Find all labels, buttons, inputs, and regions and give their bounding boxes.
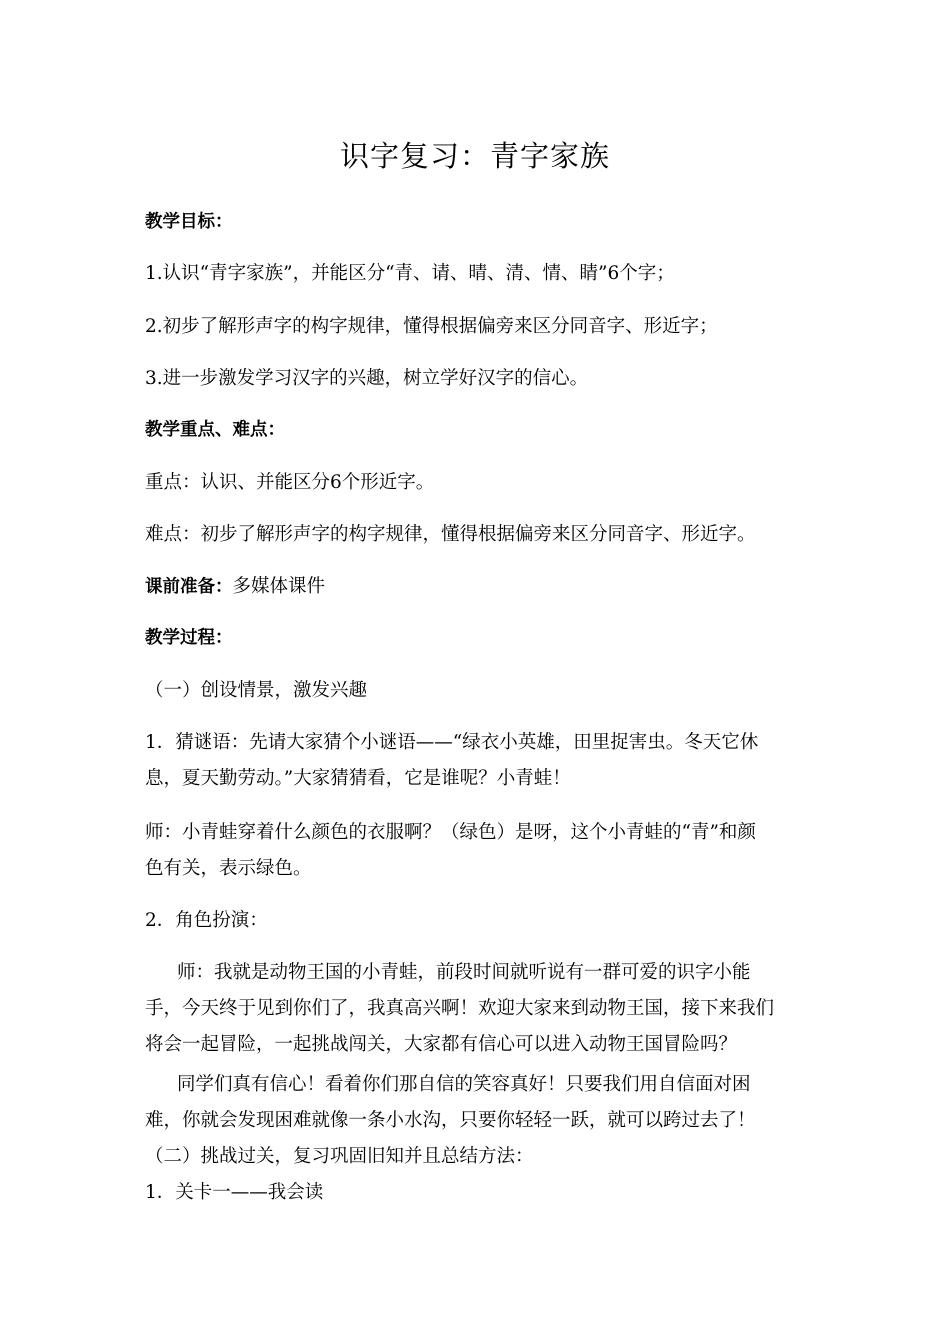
key-points-heading: 教学重点、难点： [145,420,285,440]
section-1-heading: （一）创设情景，激发兴趣 [145,680,368,701]
prep-label: 课前准备： [145,577,233,597]
prep-line [145,572,815,598]
speech-1-line-3: 将会一起冒险，一起挑战闯关，大家都有信心可以进入动物王国冒险吗？ [145,1034,738,1055]
riddle-line-1: 1．猜谜语：先请大家猜个小谜语——“绿衣小英雄，田里捉害虫。冬天它休 [145,732,759,753]
key-point-difficulty: 难点：初步了解形声字的构字规律，懂得根据偏旁来区分同音字、形近字。 [145,524,756,545]
riddle-line-2: 息，夏天勤劳动。”大家猜猜看，它是谁呢？小青蛙！ [145,768,571,789]
section-2-heading: （二）挑战过关，复习巩固旧知并且总结方法： [145,1146,534,1167]
goal-item-2: 2.初步了解形声字的构字规律，懂得根据偏旁来区分同音字、形近字； [145,316,718,337]
teacher-line-1: 师：小青蛙穿着什么颜色的衣服啊？（绿色）是呀，这个小青蛙的“青”和颜 [145,822,756,843]
goal-item-3: 3.进一步激发学习汉字的兴趣，树立学好汉字的信心。 [145,368,589,389]
level-1-heading: 1．关卡一——我会读 [145,1182,324,1203]
teacher-line-2: 色有关，表示绿色。 [145,858,312,879]
process-heading: 教学过程： [145,628,233,648]
speech-2-line-2: 难，你就会发现困难就像一条小水沟，只要你轻轻一跃，就可以跨过去了！ [145,1110,756,1131]
goal-item-1: 1.认识“青字家族”，并能区分“青、请、晴、清、情、睛”6个字； [145,263,675,284]
key-point-focus: 重点：认识、并能区分6个形近字。 [145,472,435,493]
speech-2-line-1: 同学们真有信心！看着你们那自信的笑容真好！只要我们用自信面对困 [177,1074,751,1095]
speech-1-line-2: 手，今天终于见到你们了，我真高兴啊！欢迎大家来到动物王国，接下来我们 [145,998,775,1019]
speech-1-line-1: 师：我就是动物王国的小青蛙，前段时间就听说有一群可爱的识字小能 [177,962,751,983]
document-title: 识字复习：青字家族 [339,139,610,173]
goals-heading: 教学目标： [145,212,233,232]
prep-value: 多媒体课件 [232,576,326,597]
roleplay-heading: 2．角色扮演： [145,910,268,931]
